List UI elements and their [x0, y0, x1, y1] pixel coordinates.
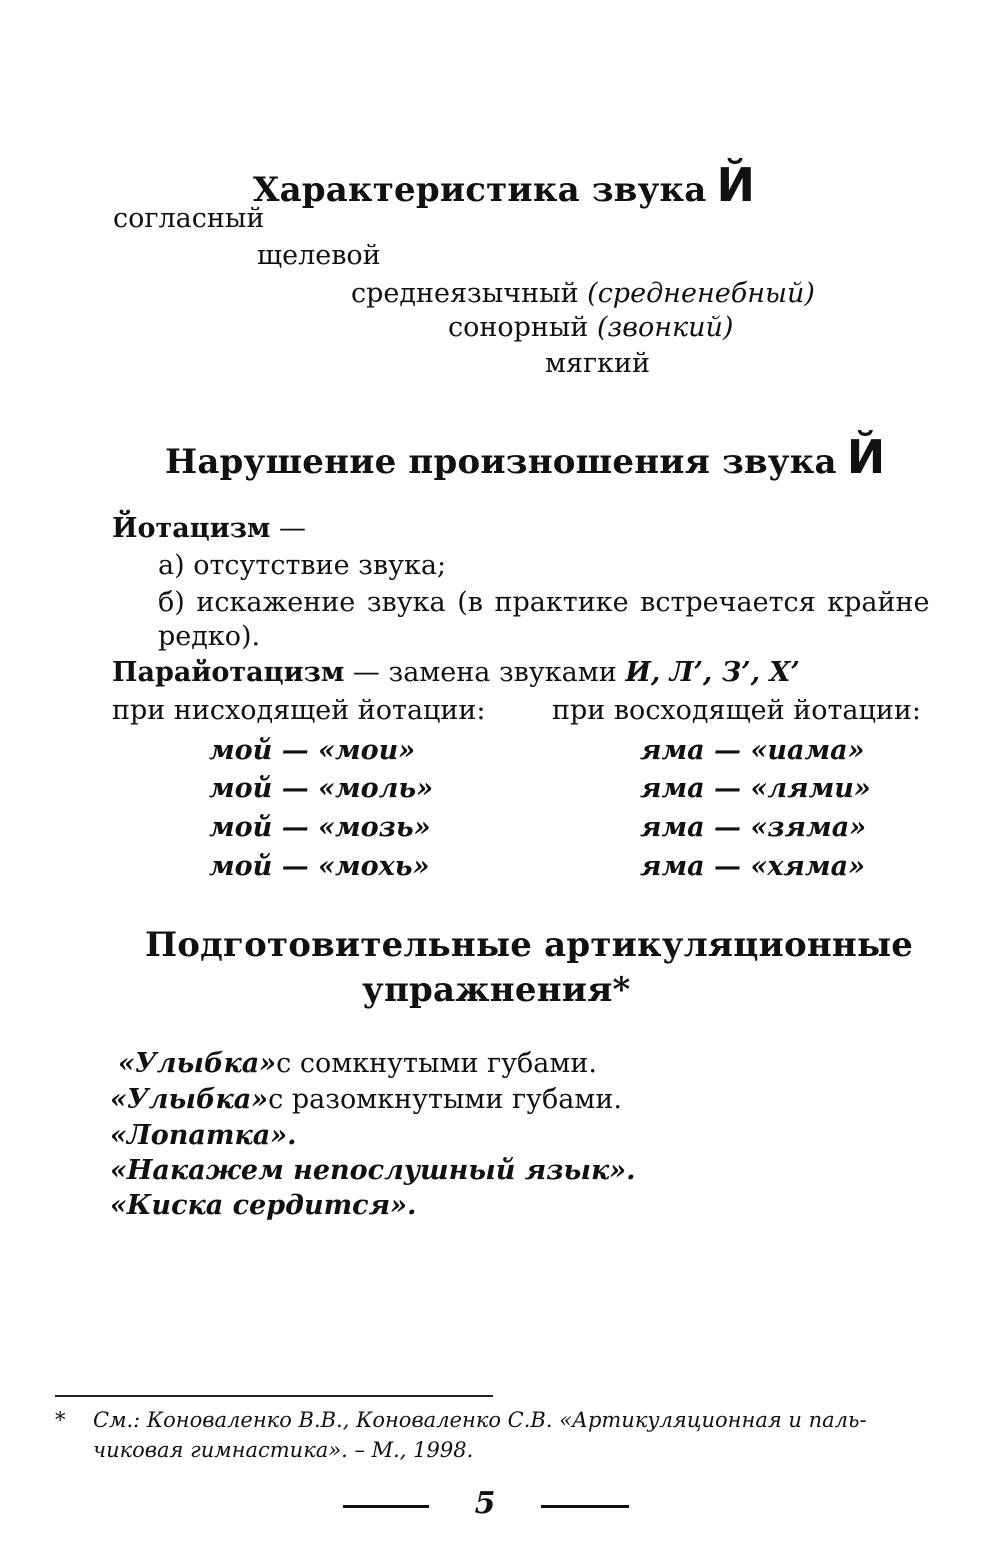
footnote-line1-text: См.: Коноваленко В.В., Коноваленко С.В. «Артикуляционная и паль- [93, 1408, 867, 1432]
ascending-label: при восходящей йотации: [552, 695, 921, 726]
trait-sonorant [448, 314, 733, 341]
descending-label: при нисходящей йотации: [112, 695, 486, 726]
exercise-name: «Накажем непослушный язык». [110, 1155, 636, 1186]
trait-soft: мягкий [545, 348, 651, 379]
exercise-name: «Лопатка». [110, 1120, 297, 1151]
iotacism-line [112, 515, 306, 542]
trait-sonorant-term: сонорный [448, 312, 589, 343]
ascending-example: яма — «иама» [640, 735, 865, 766]
trait-palatal [351, 280, 815, 307]
section1-title-letter: Й [716, 158, 756, 212]
paraiotacism-text: — замена звуками [352, 657, 617, 688]
exercise-text: с сомкнутыми губами. [276, 1048, 597, 1079]
trait-palatal-term: среднеязычный [351, 278, 579, 309]
footnote-line1 [55, 1405, 945, 1435]
iotacism-item-a: а) отсутствие звука; [158, 550, 447, 581]
section2-title-text: Нарушение произношения звука [165, 442, 837, 482]
trait-fricative: щелевой [257, 240, 381, 271]
ascending-example: яма — «хяма» [640, 851, 865, 882]
section3-title-line1: Подготовительные артикуляционные [145, 925, 914, 965]
section3-title-line2: упражнения* [362, 970, 631, 1010]
descending-example: мой — «мозь» [209, 812, 431, 843]
trait-consonant: согласный [113, 203, 265, 234]
exercise-name: «Улыбка» [110, 1084, 269, 1115]
exercise-name: «Улыбка» [118, 1048, 277, 1079]
footnote-marker: * [55, 1408, 66, 1432]
ascending-example: яма — «лями» [640, 773, 871, 804]
page-number: 5 [474, 1486, 496, 1521]
paraiotacism-line [112, 659, 800, 686]
descending-example: мой — «мохь» [209, 851, 430, 882]
exercise-item [110, 1192, 416, 1219]
ascending-example: яма — «зяма» [640, 812, 867, 843]
exercise-item [118, 1050, 597, 1077]
iotacism-item-b-line2: редко). [158, 621, 261, 652]
section1-title-text: Характеристика звука [253, 170, 707, 210]
iotacism-item-b-line1: б) искажение звука (в практике встречается крайне [158, 587, 930, 618]
footnote [55, 1405, 945, 1465]
iotacism-dash: — [279, 513, 306, 544]
footnote-line2: чиковая гимнастика». – М., 1998. [93, 1438, 474, 1462]
exercise-item [110, 1157, 636, 1184]
section1-title [253, 158, 755, 212]
page-number-rule-right [541, 1505, 629, 1508]
iotacism-term: Йотацизм [112, 513, 271, 544]
page-number-rule-left [343, 1505, 429, 1508]
paraiotacism-term: Парайотацизм [112, 657, 345, 688]
exercise-item [110, 1122, 297, 1149]
exercise-item [110, 1086, 622, 1113]
exercise-text: с разомкнутыми губами. [268, 1084, 622, 1115]
paraiotacism-sounds: И, Л’, З’, Х’ [625, 657, 800, 688]
trait-sonorant-note: (звонкий) [597, 312, 734, 343]
descending-example: мой — «мои» [209, 735, 416, 766]
footnote-divider [55, 1395, 493, 1397]
exercise-name: «Киска сердится». [110, 1190, 417, 1221]
section2-title [165, 430, 885, 484]
trait-palatal-note: (средненебный) [587, 278, 815, 309]
descending-example: мой — «моль» [209, 773, 434, 804]
section2-title-letter: Й [846, 430, 886, 484]
